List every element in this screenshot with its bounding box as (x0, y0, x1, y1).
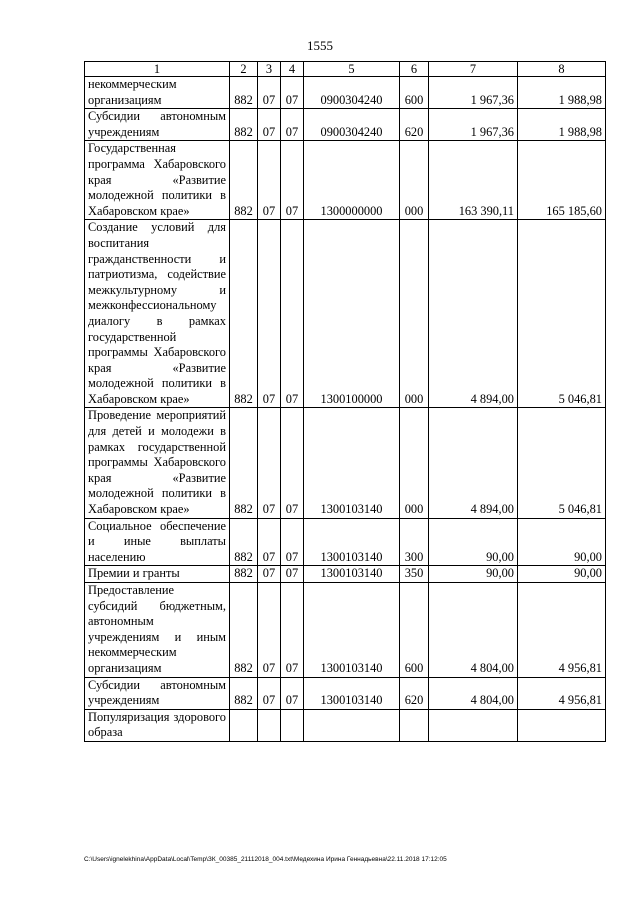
row-description: Популяризация здорового образа (85, 709, 230, 741)
row-subsection-code: 07 (281, 566, 304, 583)
row-description: Предоставление субсидий бюджетным, автономным учреждениям и иным некоммерческим организациям (85, 583, 230, 678)
row-subsection-code: 07 (281, 677, 304, 709)
row-expense-type: 000 (400, 220, 429, 408)
row-amount-col8: 5 046,81 (518, 408, 606, 518)
row-description: Премии и гранты (85, 566, 230, 583)
row-ministry-code: 882 (230, 109, 258, 141)
row-target-article: 0900304240 (304, 77, 400, 109)
header-col-5: 5 (304, 62, 400, 77)
table-row (85, 109, 606, 141)
header-col-4: 4 (281, 62, 304, 77)
table-row (85, 709, 606, 741)
page-number: 1555 (307, 38, 333, 53)
row-expense-type: 000 (400, 408, 429, 518)
row-subsection-code: 07 (281, 408, 304, 518)
row-amount-col7: 90,00 (429, 566, 518, 583)
row-amount-col8: 4 956,81 (518, 677, 606, 709)
table-row (85, 141, 606, 220)
header-col-8: 8 (518, 62, 606, 77)
row-ministry-code: 882 (230, 77, 258, 109)
table-row (85, 566, 606, 583)
row-amount-col7: 4 804,00 (429, 677, 518, 709)
row-subsection-code: 07 (281, 141, 304, 220)
row-subsection-code: 07 (281, 583, 304, 678)
row-section-code: 07 (258, 518, 281, 566)
table-row (85, 583, 606, 678)
row-amount-col8 (518, 709, 606, 741)
row-subsection-code: 07 (281, 220, 304, 408)
row-expense-type: 350 (400, 566, 429, 583)
row-description: Субсидии автономным учреждениям (85, 677, 230, 709)
header-col-6: 6 (400, 62, 429, 77)
row-section-code: 07 (258, 583, 281, 678)
row-amount-col7: 4 894,00 (429, 220, 518, 408)
row-description: Создание условий для воспитания гражданственности и патриотизма, содействие межкультурному и межконфессиональному диалогу в рамках государственной программы Хабаровского края «Развитие молодежной политики в Хабаровском крае» (85, 220, 230, 408)
row-amount-col8: 165 185,60 (518, 141, 606, 220)
row-target-article: 1300103140 (304, 583, 400, 678)
row-expense-type: 000 (400, 141, 429, 220)
row-amount-col7: 1 967,36 (429, 77, 518, 109)
row-section-code: 07 (258, 141, 281, 220)
row-expense-type: 600 (400, 583, 429, 678)
row-subsection-code: 07 (281, 109, 304, 141)
budget-table (84, 61, 606, 742)
row-amount-col7: 1 967,36 (429, 109, 518, 141)
row-description: Социальное обеспечение и иные выплаты населению (85, 518, 230, 566)
row-target-article: 1300100000 (304, 220, 400, 408)
row-amount-col7: 4 804,00 (429, 583, 518, 678)
row-section-code: 07 (258, 408, 281, 518)
row-ministry-code: 882 (230, 566, 258, 583)
row-ministry-code: 882 (230, 583, 258, 678)
row-amount-col8: 4 956,81 (518, 583, 606, 678)
row-target-article: 1300000000 (304, 141, 400, 220)
row-subsection-code: 07 (281, 518, 304, 566)
header-col-1: 1 (85, 62, 230, 77)
row-subsection-code (281, 709, 304, 741)
row-amount-col7: 4 894,00 (429, 408, 518, 518)
row-amount-col8: 90,00 (518, 566, 606, 583)
row-amount-col8: 90,00 (518, 518, 606, 566)
row-target-article: 1300103140 (304, 566, 400, 583)
row-description: Субсидии автономным учреждениям (85, 109, 230, 141)
row-amount-col7: 90,00 (429, 518, 518, 566)
table-row (85, 408, 606, 518)
row-amount-col7: 163 390,11 (429, 141, 518, 220)
table-row (85, 518, 606, 566)
row-expense-type: 620 (400, 109, 429, 141)
row-amount-col8: 1 988,98 (518, 77, 606, 109)
row-section-code: 07 (258, 77, 281, 109)
row-target-article: 1300103140 (304, 408, 400, 518)
header-col-3: 3 (258, 62, 281, 77)
table-row (85, 677, 606, 709)
row-section-code: 07 (258, 220, 281, 408)
row-ministry-code (230, 709, 258, 741)
header-col-2: 2 (230, 62, 258, 77)
row-description: Проведение мероприятий для детей и молодежи в рамках государственной программы Хабаровского края «Развитие молодежной политики в Хабаровском крае» (85, 408, 230, 518)
row-subsection-code: 07 (281, 77, 304, 109)
file-path-footer: C:\Users\ignelekhina\AppData\Local\Temp\ЗК_00385_21112018_004.txt\Медехина Ирина Геннадьевна\22.11.2018 17:12:05 (84, 856, 447, 863)
row-target-article: 1300103140 (304, 677, 400, 709)
header-col-7: 7 (429, 62, 518, 77)
row-expense-type: 620 (400, 677, 429, 709)
row-target-article: 0900304240 (304, 109, 400, 141)
row-ministry-code: 882 (230, 518, 258, 566)
row-description: Государственная программа Хабаровского края «Развитие молодежной политики в Хабаровском крае» (85, 141, 230, 220)
row-ministry-code: 882 (230, 408, 258, 518)
row-amount-col8: 5 046,81 (518, 220, 606, 408)
row-description: некоммерческим организациям (85, 77, 230, 109)
row-section-code: 07 (258, 566, 281, 583)
row-target-article: 1300103140 (304, 518, 400, 566)
row-ministry-code: 882 (230, 141, 258, 220)
row-ministry-code: 882 (230, 677, 258, 709)
row-section-code (258, 709, 281, 741)
row-amount-col8: 1 988,98 (518, 109, 606, 141)
row-section-code: 07 (258, 677, 281, 709)
row-amount-col7 (429, 709, 518, 741)
table-row (85, 77, 606, 109)
row-expense-type (400, 709, 429, 741)
row-expense-type: 300 (400, 518, 429, 566)
row-target-article (304, 709, 400, 741)
table-header-row (85, 62, 606, 77)
row-expense-type: 600 (400, 77, 429, 109)
row-section-code: 07 (258, 109, 281, 141)
row-ministry-code: 882 (230, 220, 258, 408)
table-row (85, 220, 606, 408)
